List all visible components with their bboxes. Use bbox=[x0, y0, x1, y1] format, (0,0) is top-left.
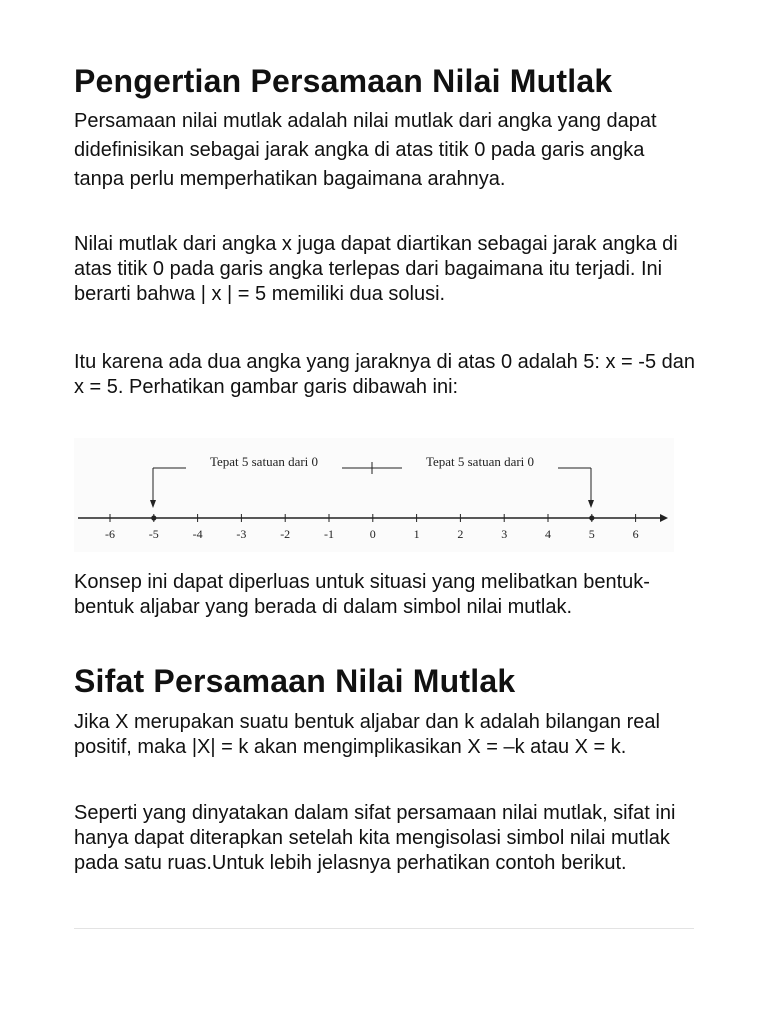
marked-point bbox=[151, 515, 156, 520]
number-line-svg bbox=[74, 438, 674, 552]
tick-label: -1 bbox=[324, 527, 334, 541]
tick-label: -4 bbox=[192, 527, 203, 541]
section-title-sifat: Sifat Persamaan Nilai Mutlak bbox=[74, 663, 516, 699]
arrow-left-head bbox=[150, 500, 156, 508]
tick-label: 1 bbox=[413, 527, 420, 541]
tick-label: 4 bbox=[545, 527, 551, 541]
tick-label: -6 bbox=[105, 527, 115, 541]
section-title-pengertian: Pengertian Persamaan Nilai Mutlak bbox=[74, 63, 613, 99]
paragraph-isolation: Seperti yang dinyatakan dalam sifat persamaan nilai mutlak, sifat ini hanya dapat diterapkan setelah kita mengisolasi simbol nilai mutlak pada satu ruas.Untuk lebih jelasnya perhatikan contoh berikut. bbox=[74, 802, 676, 874]
marked-point bbox=[589, 515, 594, 520]
number-line-figure bbox=[74, 438, 674, 552]
paragraph-extension: Konsep ini dapat diperluas untuk situasi yang melibatkan bentuk-bentuk aljabar yang berada di dalam simbol nilai mutlak. bbox=[74, 571, 650, 618]
tick-label: -2 bbox=[280, 527, 291, 541]
paragraph-property: Jika X merupakan suatu bentuk aljabar dan k adalah bilangan real positif, maka |X| = k akan mengimplikasikan X = –k atau X = k. bbox=[74, 711, 660, 758]
tick-label: 5 bbox=[588, 527, 595, 541]
tick-label: 3 bbox=[501, 527, 508, 541]
axis-arrow-head bbox=[660, 514, 668, 522]
label-right-distance: Tepat 5 satuan dari 0 bbox=[425, 454, 535, 469]
tick-label: -3 bbox=[236, 527, 247, 541]
paragraph-definition: Persamaan nilai mutlak adalah nilai mutlak dari angka yang dapat didefinisikan sebagai jarak angka di atas titik 0 pada garis angka tanpa perlu memperhatikan bagaimana arahnya. bbox=[74, 110, 657, 190]
paragraph-explanation: Nilai mutlak dari angka x juga dapat diartikan sebagai jarak angka di atas titik 0 pada garis angka terlepas dari bagaimana itu terjadi. Ini berarti bahwa | x | = 5 memiliki dua solusi. bbox=[74, 233, 678, 305]
arrow-right-head bbox=[588, 500, 594, 508]
tick-label: 0 bbox=[369, 527, 376, 541]
tick-label: 2 bbox=[457, 527, 464, 541]
paragraph-figure-intro: Itu karena ada dua angka yang jaraknya di atas 0 adalah 5: x = -5 dan x = 5. Perhatikan gambar garis dibawah ini: bbox=[74, 351, 695, 398]
divider bbox=[74, 928, 694, 929]
tick-label: -5 bbox=[148, 527, 159, 541]
tick-label: 6 bbox=[632, 527, 639, 541]
label-left-distance: Tepat 5 satuan dari 0 bbox=[209, 454, 319, 469]
